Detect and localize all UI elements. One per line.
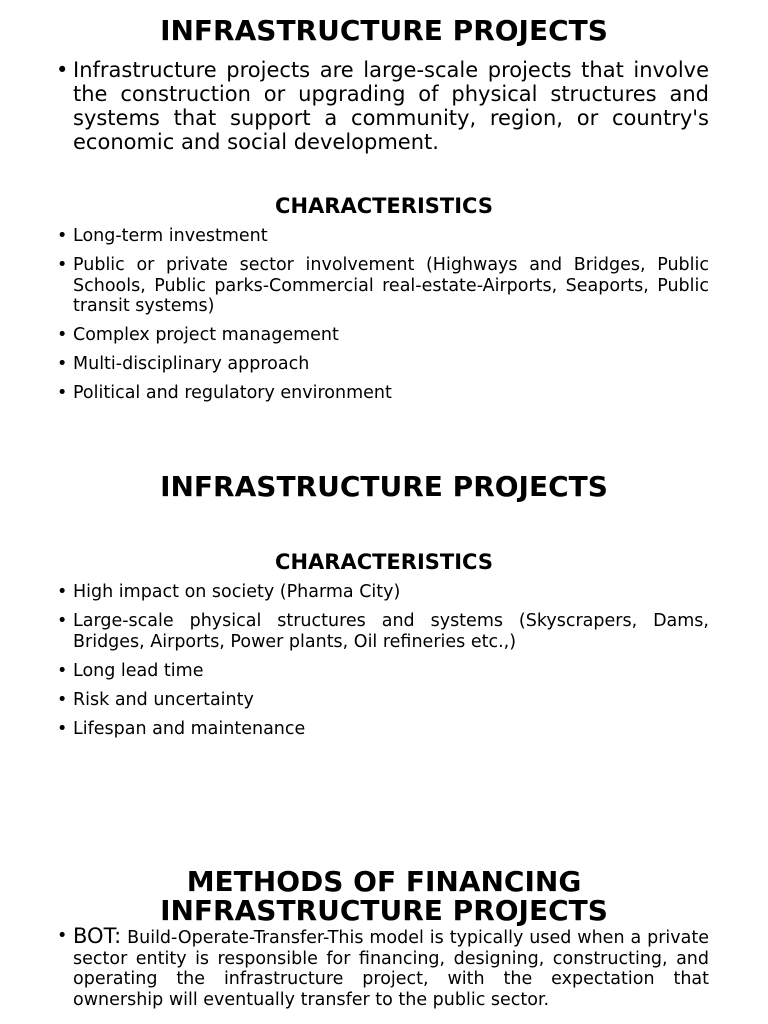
bot-item bbox=[55, 926, 709, 1010]
list-item: • Long-term investment bbox=[55, 226, 709, 247]
section1-intro-list bbox=[55, 58, 709, 163]
section1-intro: • Infrastructure projects are large-scale projects that involve the construction or upgrading of physical structures and systems that support a community, region, or country's economic and social development. bbox=[55, 58, 709, 154]
section3-title-line2: INFRASTRUCTURE PROJECTS bbox=[160, 894, 608, 927]
section2-subheading: CHARACTERISTICS bbox=[275, 550, 493, 574]
list-item: • Complex project management bbox=[55, 325, 709, 346]
section3-bullet-list bbox=[55, 926, 709, 1010]
section3-title-line1: METHODS OF FINANCING bbox=[186, 865, 582, 898]
list-item: • Lifespan and maintenance bbox=[55, 719, 709, 740]
list-item: • Large-scale physical structures and systems (Skyscrapers, Dams, Bridges, Airports, Power plants, Oil refineries etc.,) bbox=[55, 611, 709, 652]
section1-title: INFRASTRUCTURE PROJECTS bbox=[160, 14, 608, 47]
list-item: • Long lead time bbox=[55, 661, 709, 682]
list-item: • Public or private sector involvement (Highways and Bridges, Public Schools, Public parks-Commercial real-estate-Airports, Seaports, Public transit systems) bbox=[55, 255, 709, 317]
list-item: • High impact on society (Pharma City) bbox=[55, 582, 709, 603]
section2-title: INFRASTRUCTURE PROJECTS bbox=[160, 470, 608, 503]
section2-bullet-list bbox=[55, 582, 709, 748]
section1-bullet-list bbox=[55, 226, 709, 412]
section1-subheading: CHARACTERISTICS bbox=[275, 194, 493, 218]
list-item: • Risk and uncertainty bbox=[55, 690, 709, 711]
list-item: • Multi-disciplinary approach bbox=[55, 354, 709, 375]
bot-description: Build-Operate-Transfer-This model is typically used when a private sector entity is responsible for financing, designing, constructing, and operating the infrastructure project, with the expectation that ownership will eventually transfer to the public sector. bbox=[73, 928, 709, 1010]
list-item: • Political and regulatory environment bbox=[55, 383, 709, 404]
bot-term: BOT: bbox=[73, 924, 122, 948]
